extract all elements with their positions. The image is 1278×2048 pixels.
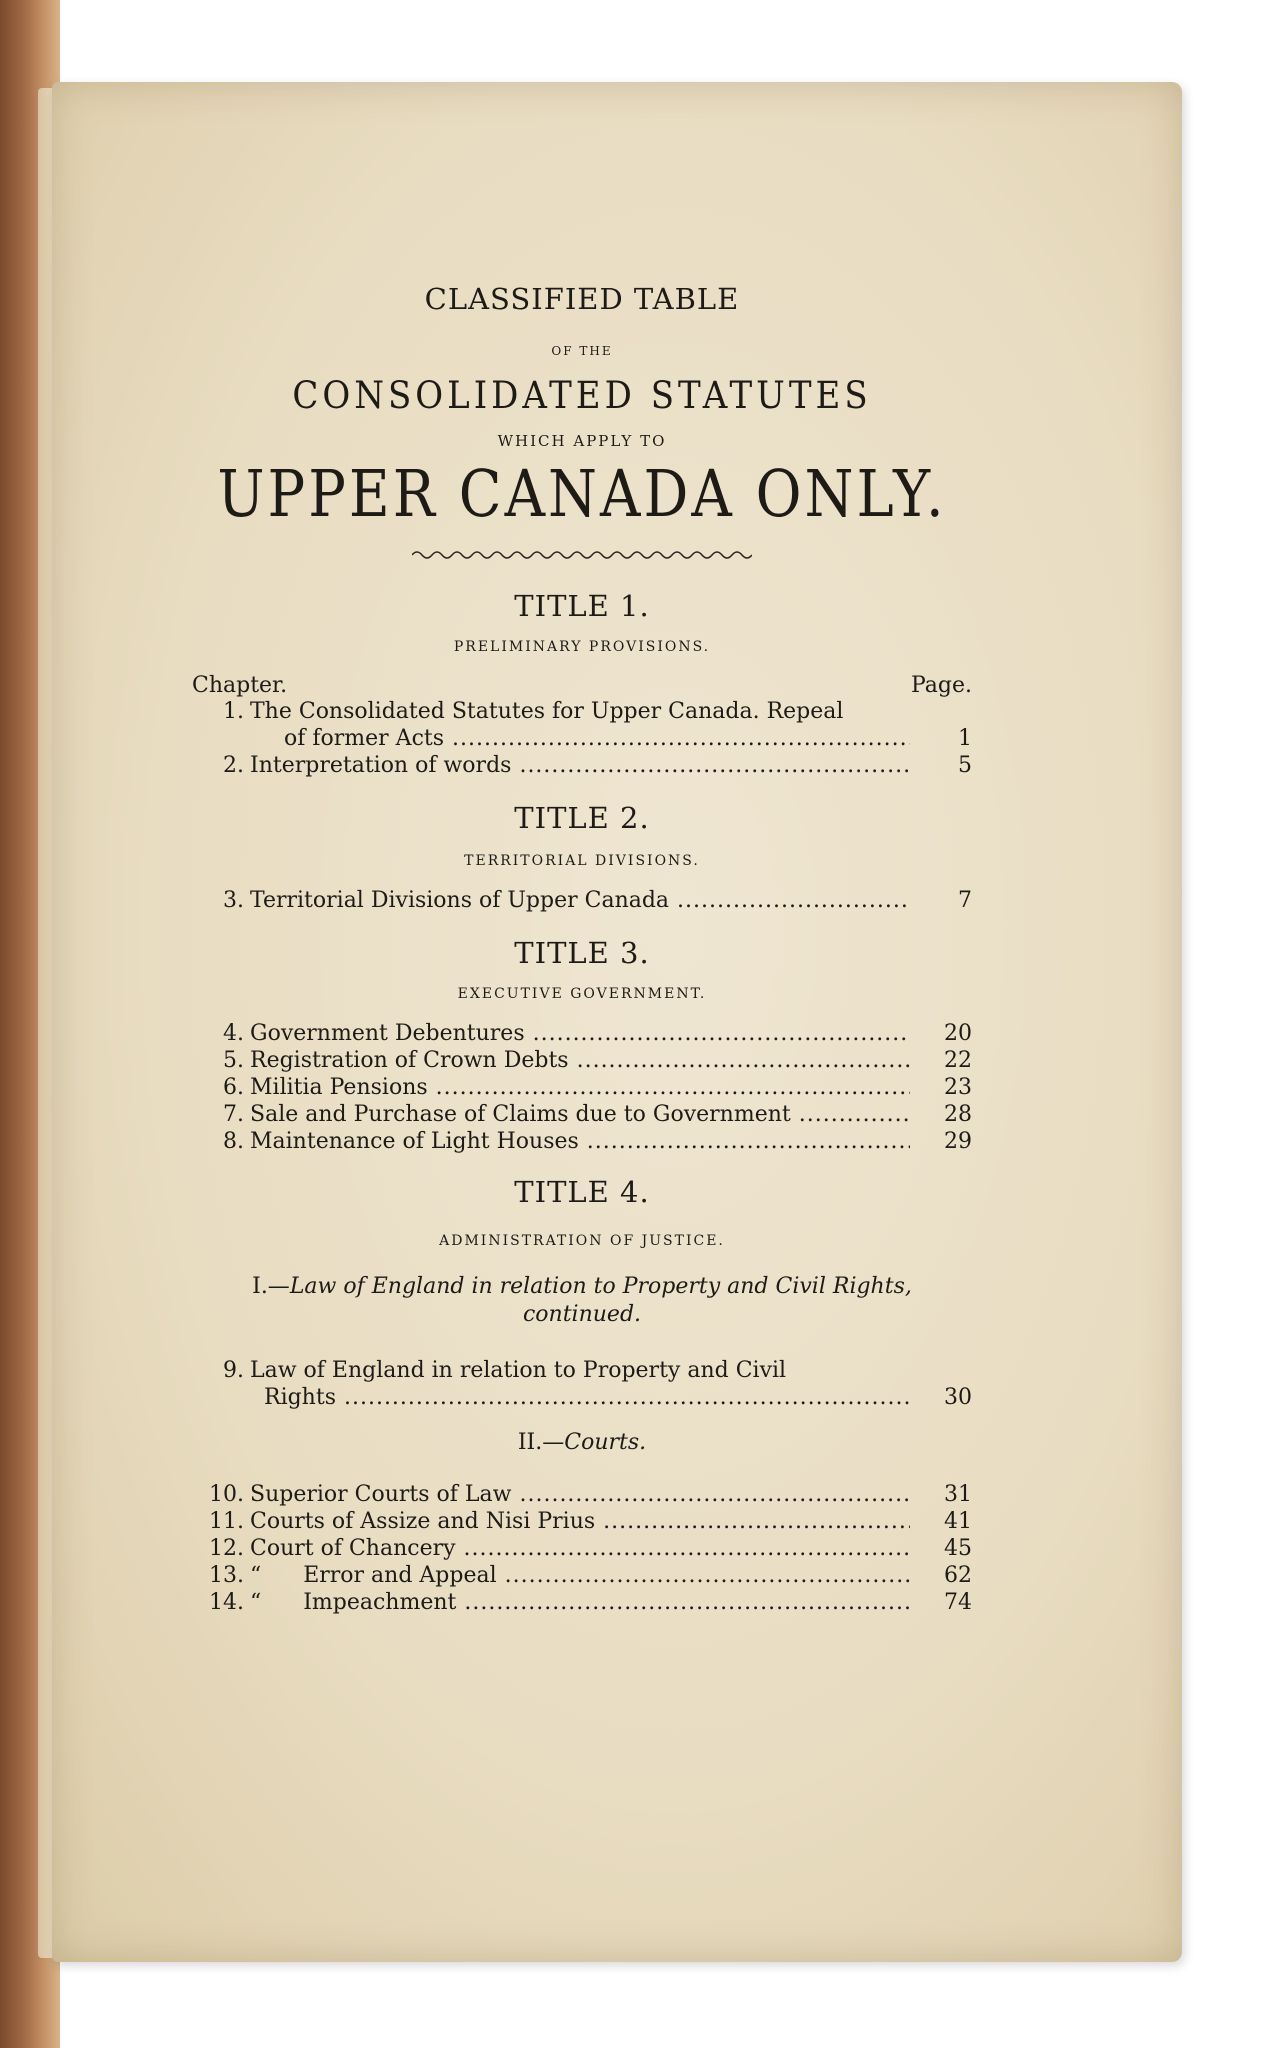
entry-number: 4. — [223, 1021, 244, 1046]
entry-page: 23 — [944, 1075, 972, 1100]
entry-text-continued: of former Acts ..... — [244, 725, 910, 752]
heading-classified-table: CLASSIFIED TABLE — [424, 282, 740, 316]
title-4-subtitle: ADMINISTRATION OF JUSTICE. — [439, 1233, 725, 1249]
heading-consolidated-statutes: CONSOLIDATED STATUTES — [292, 374, 872, 418]
entry-text: Court of Chancery ..... — [244, 1535, 910, 1562]
entry-page: 20 — [944, 1021, 972, 1046]
entry-row — [192, 1074, 972, 1101]
entry-text: Registration of Crown Debts ..... — [244, 1047, 910, 1074]
entry-text: Militia Pensions ..... — [244, 1074, 910, 1101]
entry-text: Government Debentures ..... — [244, 1020, 910, 1047]
entry-text: Law of England in relation to Property and Civil — [250, 1358, 787, 1383]
title-2-subtitle: TERRITORIAL DIVISIONS. — [464, 853, 700, 869]
table-of-contents — [192, 282, 972, 1616]
section-1-prefix: I.— — [252, 1274, 290, 1299]
entry-text: Maintenance of Light Houses ..... — [244, 1128, 910, 1155]
entry-number: 14. — [209, 1590, 244, 1615]
heading-which-apply: WHICH APPLY TO — [497, 432, 667, 450]
entry-text: Interpretation of words ..... — [244, 752, 910, 779]
entry-number: 6. — [223, 1075, 244, 1100]
entry-page: 31 — [944, 1482, 972, 1507]
entry-row — [192, 1047, 972, 1074]
title-1-heading: TITLE 1. — [514, 589, 650, 623]
section-2-label: Courts. — [564, 1430, 647, 1455]
entry-page: 41 — [944, 1509, 972, 1534]
entry-page: 22 — [944, 1048, 972, 1073]
entry-row-continued — [192, 725, 972, 752]
entry-row — [192, 752, 972, 779]
title-1-subtitle: PRELIMINARY PROVISIONS. — [453, 639, 711, 655]
entry-page: 45 — [944, 1536, 972, 1561]
entry-text: Sale and Purchase of Claims due to Government ..... — [244, 1101, 910, 1128]
entry-row-continued — [192, 1384, 972, 1411]
title-2-heading: TITLE 2. — [514, 801, 650, 835]
section-1-label: Law of England in relation to Property and Civil Rights, — [289, 1274, 912, 1299]
entry-row — [192, 1020, 972, 1047]
chapter-column-header: Chapter. — [192, 673, 288, 698]
entry-text: The Consolidated Statutes for Upper Canada. Repeal — [250, 699, 844, 724]
entry-row — [192, 1562, 972, 1589]
column-headers — [192, 673, 972, 698]
entry-page: 7 — [958, 888, 972, 913]
entry-row — [192, 1128, 972, 1155]
entry-row — [192, 698, 972, 725]
entry-number: 2. — [223, 753, 244, 778]
title-3-heading: TITLE 3. — [514, 936, 650, 970]
entry-row — [192, 1535, 972, 1562]
entry-text-continued: Rights ..... — [244, 1384, 910, 1411]
entry-page: 5 — [958, 753, 972, 778]
entry-row — [192, 1101, 972, 1128]
entry-number: 7. — [223, 1102, 244, 1127]
entry-row — [192, 1357, 972, 1384]
section-2-entries — [192, 1481, 972, 1616]
section-1-heading — [192, 1273, 972, 1329]
entry-number: 9. — [223, 1358, 244, 1383]
entry-page: 1 — [958, 726, 972, 751]
entry-text: “ Error and Appeal ..... — [244, 1562, 910, 1589]
entry-number: 3. — [223, 888, 244, 913]
page-column-header: Page. — [910, 673, 972, 698]
entry-number: 1. — [223, 699, 244, 724]
entry-page: 62 — [944, 1563, 972, 1588]
book-page — [52, 82, 1182, 1962]
entry-number: 5. — [223, 1048, 244, 1073]
section-2-heading — [192, 1429, 972, 1457]
heading-of-the: OF THE — [551, 344, 613, 358]
entry-row — [192, 1508, 972, 1535]
title-3-subtitle: EXECUTIVE GOVERNMENT. — [457, 986, 707, 1002]
entry-text: “ Impeachment ..... — [244, 1589, 910, 1616]
entry-number: 13. — [209, 1563, 244, 1588]
entry-page: 29 — [944, 1129, 972, 1154]
entry-number: 11. — [209, 1509, 244, 1534]
title-3-entries — [192, 1020, 972, 1155]
section-2-prefix: II.— — [517, 1430, 565, 1455]
title-4-heading: TITLE 4. — [514, 1175, 650, 1209]
entry-row — [192, 1589, 972, 1616]
wavy-rule-ornament — [412, 547, 752, 563]
entry-text: Superior Courts of Law ..... — [244, 1481, 910, 1508]
entry-page: 30 — [944, 1385, 972, 1410]
entry-text: Territorial Divisions of Upper Canada ..... — [244, 887, 910, 914]
entry-page: 74 — [944, 1590, 972, 1615]
section-1-continued: continued. — [522, 1302, 642, 1327]
heading-upper-canada: UPPER CANADA ONLY. — [217, 457, 947, 532]
entry-row — [192, 1481, 972, 1508]
entry-number: 8. — [223, 1129, 244, 1154]
entry-page: 28 — [944, 1102, 972, 1127]
entry-text: Courts of Assize and Nisi Prius ..... — [244, 1508, 910, 1535]
entry-row — [192, 887, 972, 914]
entry-number: 12. — [209, 1536, 244, 1561]
entry-number: 10. — [209, 1482, 244, 1507]
